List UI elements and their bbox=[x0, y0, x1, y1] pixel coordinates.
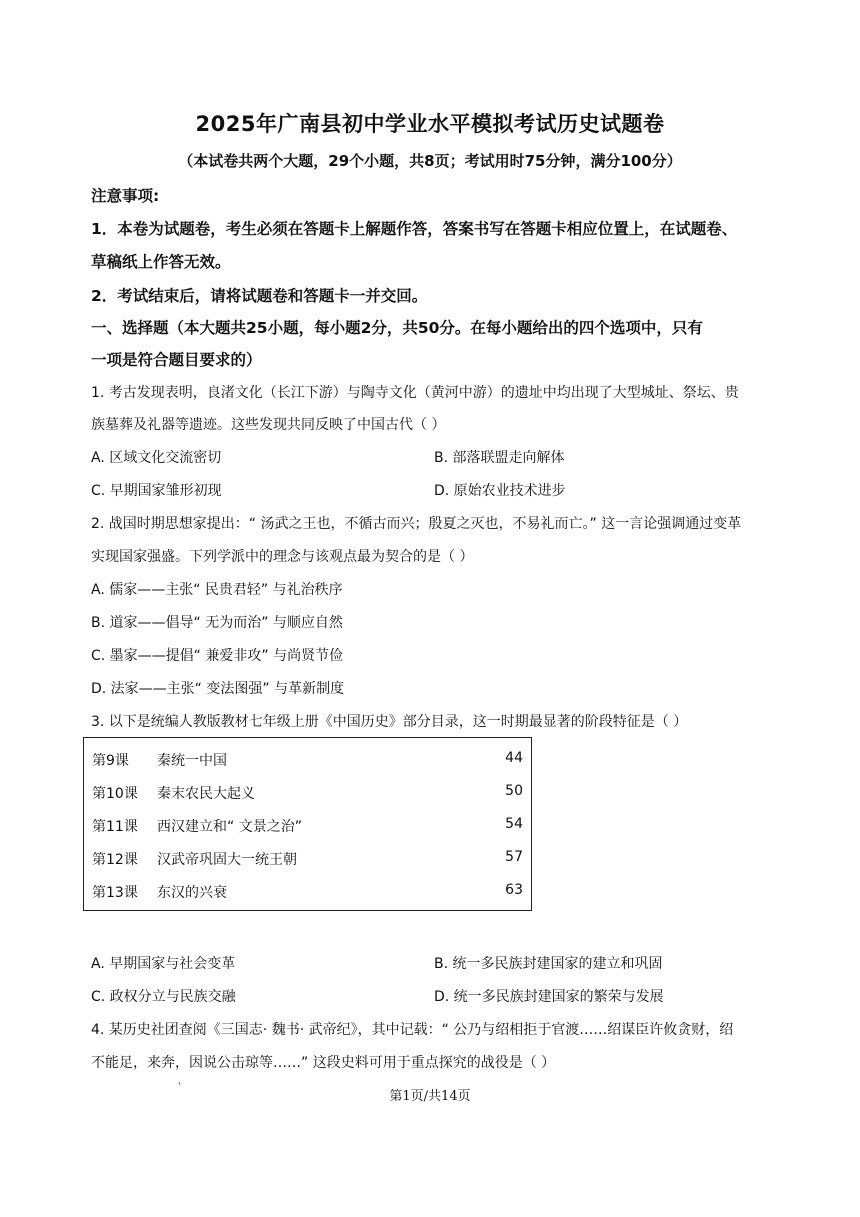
toc-lesson-title: 西汉建立和“ 文景之治” bbox=[157, 819, 302, 835]
toc-lesson-title: 秦末农民大起义 bbox=[157, 786, 255, 802]
question-1-option-d: D. 原始农业技术进步 bbox=[434, 483, 566, 499]
toc-lesson-title: 汉武帝巩固大一统王朝 bbox=[157, 852, 297, 868]
textbook-contents-box bbox=[83, 737, 532, 911]
question-4-line-2: 不能足，来奔，因说公击琼等……” 这段史料可用于重点探究的战役是（ ） bbox=[91, 1055, 556, 1071]
question-1-line-1: 1. 考古发现表明，良渚文化（长江下游）与陶寺文化（黄河中游）的遗址中均出现了大型城址、祭坛、贵 bbox=[91, 385, 739, 401]
toc-row bbox=[92, 816, 523, 836]
question-1-option-a: A. 区域文化交流密切 bbox=[91, 450, 222, 466]
question-1-option-c: C. 早期国家雏形初现 bbox=[91, 483, 222, 499]
page-number: 第1页/共14页 bbox=[389, 1089, 471, 1104]
question-2-option-c: C. 墨家——提倡“ 兼爱非攻” 与尚贤节俭 bbox=[91, 648, 344, 664]
toc-lesson-number: 第13课 bbox=[92, 885, 138, 901]
question-3-line-1: 3. 以下是统编人教版教材七年级上册《中国历史》部分目录，这一时期最显著的阶段特征是（ ） bbox=[91, 714, 688, 730]
toc-row bbox=[92, 882, 523, 902]
toc-lesson-number: 第12课 bbox=[92, 852, 138, 868]
toc-lesson-number: 第11课 bbox=[92, 819, 138, 835]
notice-item-1-line-1: 1．本卷为试题卷，考生必须在答题卡上解题作答，答案书写在答题卡相应位置上，在试题卷、 bbox=[91, 220, 738, 238]
stray-mark: ' bbox=[178, 1081, 181, 1092]
toc-row bbox=[92, 750, 523, 770]
question-2-line-1: 2. 战国时期思想家提出：“ 汤武之王也，不循古而兴；殷夏之灭也，不易礼而亡。” 这一言论强调通过变革 bbox=[91, 516, 742, 532]
exam-title: 2025年广南县初中学业水平模拟考试历史试题卷 bbox=[195, 112, 665, 136]
question-2-option-b: B. 道家——倡导“ 无为而治” 与顺应自然 bbox=[91, 615, 343, 631]
question-3-option-b: B. 统一多民族封建国家的建立和巩固 bbox=[434, 956, 663, 972]
toc-lesson-title: 秦统一中国 bbox=[157, 753, 227, 769]
question-2-option-d: D. 法家——主张“ 变法图强” 与革新制度 bbox=[91, 681, 345, 697]
question-2-option-a: A. 儒家——主张“ 民贵君轻” 与礼治秩序 bbox=[91, 582, 343, 598]
toc-lesson-title: 东汉的兴衰 bbox=[157, 885, 227, 901]
question-3-option-c: C. 政权分立与民族交融 bbox=[91, 989, 236, 1005]
notice-item-2: 2．考试结束后，请将试题卷和答题卡一并交回。 bbox=[91, 287, 428, 305]
question-2-line-2: 实现国家强盛。下列学派中的理念与该观点最为契合的是（ ） bbox=[91, 549, 474, 565]
exam-subtitle: （本试卷共两个大题，29个小题，共8页；考试用时75分钟，满分100分） bbox=[178, 152, 682, 170]
toc-row bbox=[92, 849, 523, 869]
question-3-option-d: D. 统一多民族封建国家的繁荣与发展 bbox=[434, 989, 664, 1005]
question-4-line-1: 4. 某历史社团查阅《三国志· 魏书· 武帝纪》，其中记载：“ 公乃与绍相拒于官渡……绍谋臣许攸贪财，绍 bbox=[91, 1022, 734, 1038]
toc-page-number: 57 bbox=[505, 849, 523, 865]
toc-page-number: 54 bbox=[505, 816, 523, 832]
toc-page-number: 50 bbox=[505, 783, 523, 799]
section-1-heading-line-2: 一项是符合题目要求的） bbox=[91, 351, 262, 369]
notice-item-1-line-2: 草稿纸上作答无效。 bbox=[91, 253, 231, 271]
toc-lesson-number: 第9课 bbox=[92, 753, 129, 769]
question-1-line-2: 族墓葬及礼器等遗迹。这些发现共同反映了中国古代（ ） bbox=[91, 417, 446, 433]
section-1-heading-line-1: 一、选择题（本大题共25小题，每小题2分，共50分。在每小题给出的四个选项中，只有 bbox=[91, 319, 703, 337]
toc-page-number: 63 bbox=[505, 882, 523, 898]
toc-lesson-number: 第10课 bbox=[92, 786, 138, 802]
toc-row bbox=[92, 783, 523, 803]
toc-page-number: 44 bbox=[505, 750, 523, 766]
notice-heading: 注意事项: bbox=[91, 187, 160, 205]
question-1-option-b: B. 部落联盟走向解体 bbox=[434, 450, 565, 466]
question-3-option-a: A. 早期国家与社会变革 bbox=[91, 956, 236, 972]
